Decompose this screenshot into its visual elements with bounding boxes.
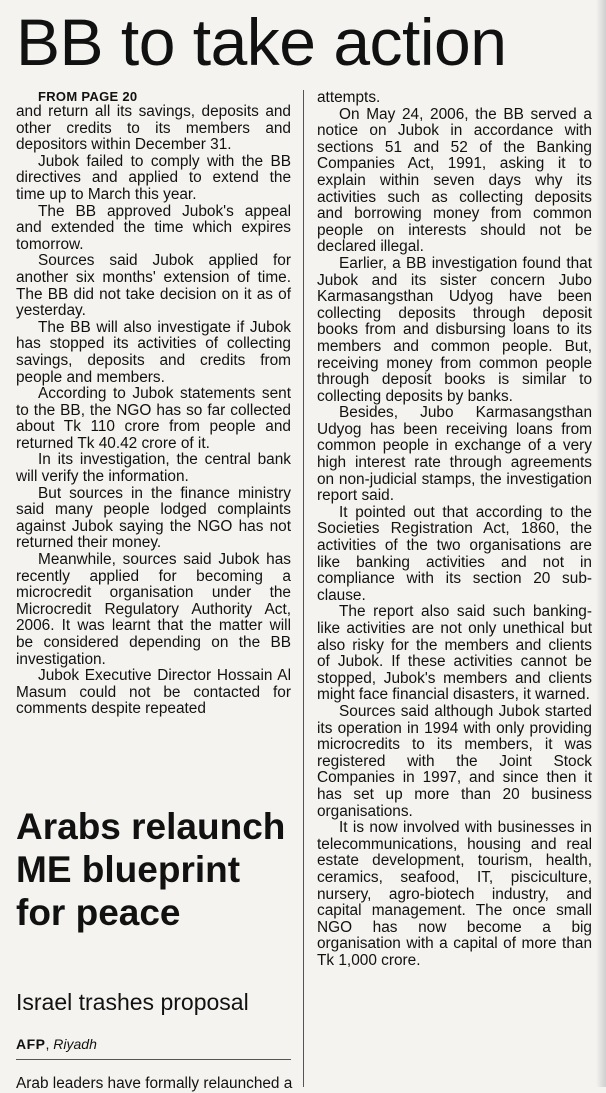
- continued-from-label: FROM PAGE 20: [38, 89, 138, 104]
- article-paragraph: The BB approved Jubok's appeal and extended the time which expires tomorrow.: [16, 202, 291, 253]
- article-paragraph: Earlier, a BB investigation found that Jubok and its sister concern Jubo Karmasangsthan Udyog have been collecting deposits through deposit books from and disbursing loans to its members and common people. But, receiving money from common people through deposit books is similar to collecting deposits by banks.: [317, 254, 592, 405]
- article-paragraph: The BB will also investigate if Jubok has stopped its activities of collecting savings, deposits and credits from people and members.: [16, 318, 291, 386]
- article-paragraph: It pointed out that according to the Societies Registration Act, 1860, the activities of the two organisations are like banking activities and not in compliance with its section 20 sub-clause.: [317, 503, 592, 604]
- article-paragraph: It is now involved with businesses in telecommunications, housing and real estate development, tourism, health, ceramics, seafood, IT, pisciculture, nursery, agro-biotech industry, and capital management. The once small NGO has now become a big organisation with a capital of more than Tk 1,000 crore.: [317, 819, 592, 969]
- article-paragraph: Sources said although Jubok started its operation in 1994 with only providing microcredits to its members, it was registered with the Joint Stock Companies in 1997, and since then it has set up more than 20 business organisations.: [317, 702, 592, 820]
- byline-dateline: Riyadh: [53, 1036, 97, 1052]
- page-headline: BB to take action: [16, 5, 507, 79]
- byline: [16, 1035, 97, 1053]
- byline-rule: [16, 1059, 291, 1060]
- article-paragraph: Besides, Jubo Karmasangsthan Udyog has been receiving loans from common people in exchange of a very high interest rate through agreements on non-judicial stamps, the investigation report said.: [317, 404, 592, 505]
- article-paragraph: attempts.: [317, 89, 381, 106]
- page-edge-shadow: [596, 0, 606, 1087]
- right-article-column: [317, 90, 592, 969]
- article-paragraph: Jubok failed to comply with the BB directives and applied to extend the time up to March this year.: [16, 152, 291, 203]
- article-paragraph: Meanwhile, sources said Jubok has recently applied for becoming a microcredit organisation under the Microcredit Regulatory Authority Act, 2006. It was learnt that the matter will be considered depending on the BB investigation.: [16, 551, 291, 668]
- article-paragraph: In its investigation, the central bank will verify the information.: [16, 451, 291, 486]
- article-paragraph: On May 24, 2006, the BB served a notice on Jubok in accordance with sections 51 and 52 of the Banking Companies Act, 1991, asking it to explain within seven days why its activities such as collecting deposits and borrowing money from common people on interests should not be declared illegal.: [317, 105, 592, 256]
- sub-story-deck: Israel trashes proposal: [16, 989, 249, 1015]
- column-divider: [303, 90, 304, 1087]
- sub-story-first-line: Arab leaders have formally relaunched a: [16, 1075, 293, 1092]
- byline-agency: AFP: [16, 1036, 46, 1052]
- article-paragraph: and return all its savings, deposits and other credits to its members and depositors within December 31.: [16, 103, 291, 154]
- article-paragraph: According to Jubok statements sent to the BB, the NGO has so far collected about Tk 110 crore from people and returned Tk 40.42 crore of it.: [16, 385, 291, 452]
- byline-separator: ,: [45, 1036, 54, 1052]
- article-paragraph: But sources in the finance ministry said many people lodged complaints against Jubok saying the NGO has not returned their money.: [16, 484, 291, 552]
- sub-story-headline: Arabs relaunch ME blueprint for peace: [16, 806, 286, 933]
- left-article-column: [16, 90, 291, 718]
- article-paragraph: Jubok Executive Director Hossain Al Masum could not be contacted for comments despite repeated: [16, 667, 291, 718]
- article-paragraph: Sources said Jubok applied for another six months' extension of time. The BB did not take decision on it as of yesterday.: [16, 252, 291, 320]
- article-paragraph: The report also said such banking-like activities are not only unethical but also risky for the members and clients of Jubok. If these activities cannot be stopped, Jubok's members and clients might face financial disasters, it warned.: [317, 603, 592, 704]
